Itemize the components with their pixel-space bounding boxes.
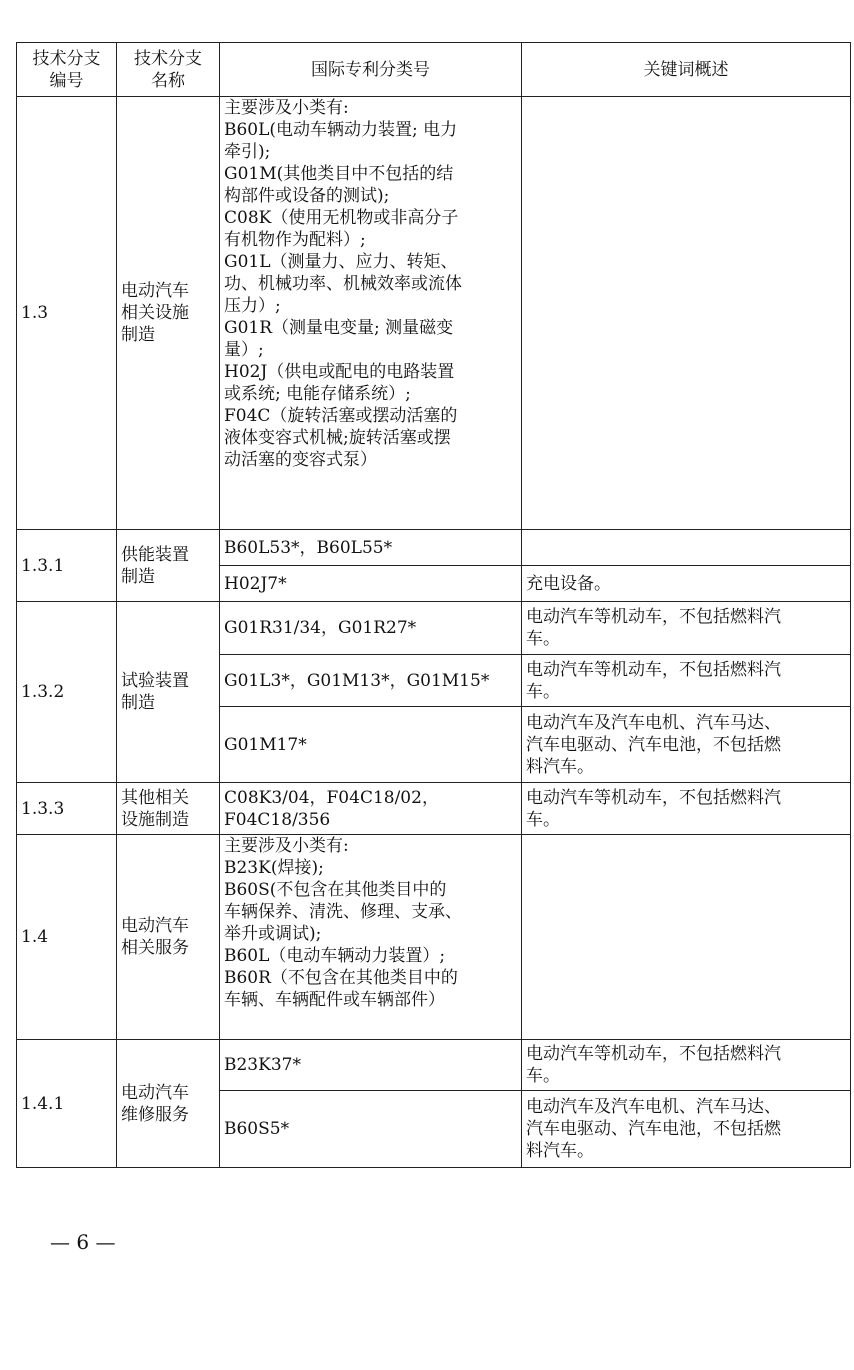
keywords-cell: 电动汽车及汽车电机、汽车马达、 汽车电驱动、汽车电池，不包括燃 料汽车。 [522,707,851,783]
ipc-codes: 主要涉及小类有: B60L(电动车辆动力装置; 电力 牵引); G01M(其他类目中不包括的结 构部件或设备的测试); C08K（使用无机物或非高分子 有机物作为配料）; G01L（测量力、应力、转矩、 功、机械功率、机械效率或流体 压力）; G01R（测量电变量; 测量磁变 量）; H02J（供电或配电的电路装置 或系统; 电能存储系统）; F04C（旋转活塞或摆动活塞的 液体变容式机械;旋转活塞或摆 动活塞的变容式泵） [220,97,522,530]
ipc-codes: B23K37* [220,1040,522,1091]
branch-name: 试验装置 制造 [117,602,220,783]
branch-name: 电动汽车 相关设施 制造 [117,97,220,530]
keywords-cell [522,97,851,530]
table-row [17,97,851,530]
table-row [17,783,851,835]
branch-name: 其他相关 设施制造 [117,783,220,835]
branch-name: 电动汽车 维修服务 [117,1040,220,1168]
ipc-codes: G01R31/34，G01R27* [220,602,522,655]
ipc-codes: H02J7* [220,566,522,602]
ipc-codes: C08K3/04，F04C18/02， F04C18/356 [220,783,522,835]
table-row [17,530,851,566]
branch-id: 1.4.1 [17,1040,117,1168]
branch-id: 1.3.2 [17,602,117,783]
patent-classification-table [16,42,851,1168]
keywords-cell: 电动汽车等机动车，不包括燃料汽 车。 [522,602,851,655]
header-ipc: 国际专利分类号 [220,43,522,97]
branch-id: 1.4 [17,835,117,1040]
table-row [17,602,851,655]
branch-id: 1.3.1 [17,530,117,602]
branch-id: 1.3.3 [17,783,117,835]
ipc-codes: G01L3*，G01M13*，G01M15* [220,655,522,707]
branch-name: 供能装置 制造 [117,530,220,602]
keywords-cell: 电动汽车等机动车，不包括燃料汽 车。 [522,655,851,707]
table-row [17,1040,851,1091]
ipc-codes: B60L53*，B60L55* [220,530,522,566]
keywords-cell: 电动汽车等机动车，不包括燃料汽 车。 [522,783,851,835]
ipc-codes: G01M17* [220,707,522,783]
keywords-cell: 电动汽车等机动车，不包括燃料汽 车。 [522,1040,851,1091]
keywords-cell: 充电设备。 [522,566,851,602]
table-row [17,835,851,1040]
branch-name: 电动汽车 相关服务 [117,835,220,1040]
ipc-codes: 主要涉及小类有: B23K(焊接); B60S(不包含在其他类目中的 车辆保养、清洗、修理、支承、 举升或调试); B60L（电动车辆动力装置）; B60R（不包含在其他类目中的 车辆、车辆配件或车辆部件） [220,835,522,1040]
table-header-row [17,43,851,97]
ipc-codes: B60S5* [220,1091,522,1168]
header-keywords: 关键词概述 [522,43,851,97]
keywords-cell [522,530,851,566]
header-branch-id: 技术分支 编号 [17,43,117,97]
header-branch-name: 技术分支 名称 [117,43,220,97]
branch-id: 1.3 [17,97,117,530]
page-number: — 6 — [50,1230,116,1254]
keywords-cell [522,835,851,1040]
keywords-cell: 电动汽车及汽车电机、汽车马达、 汽车电驱动、汽车电池，不包括燃 料汽车。 [522,1091,851,1168]
